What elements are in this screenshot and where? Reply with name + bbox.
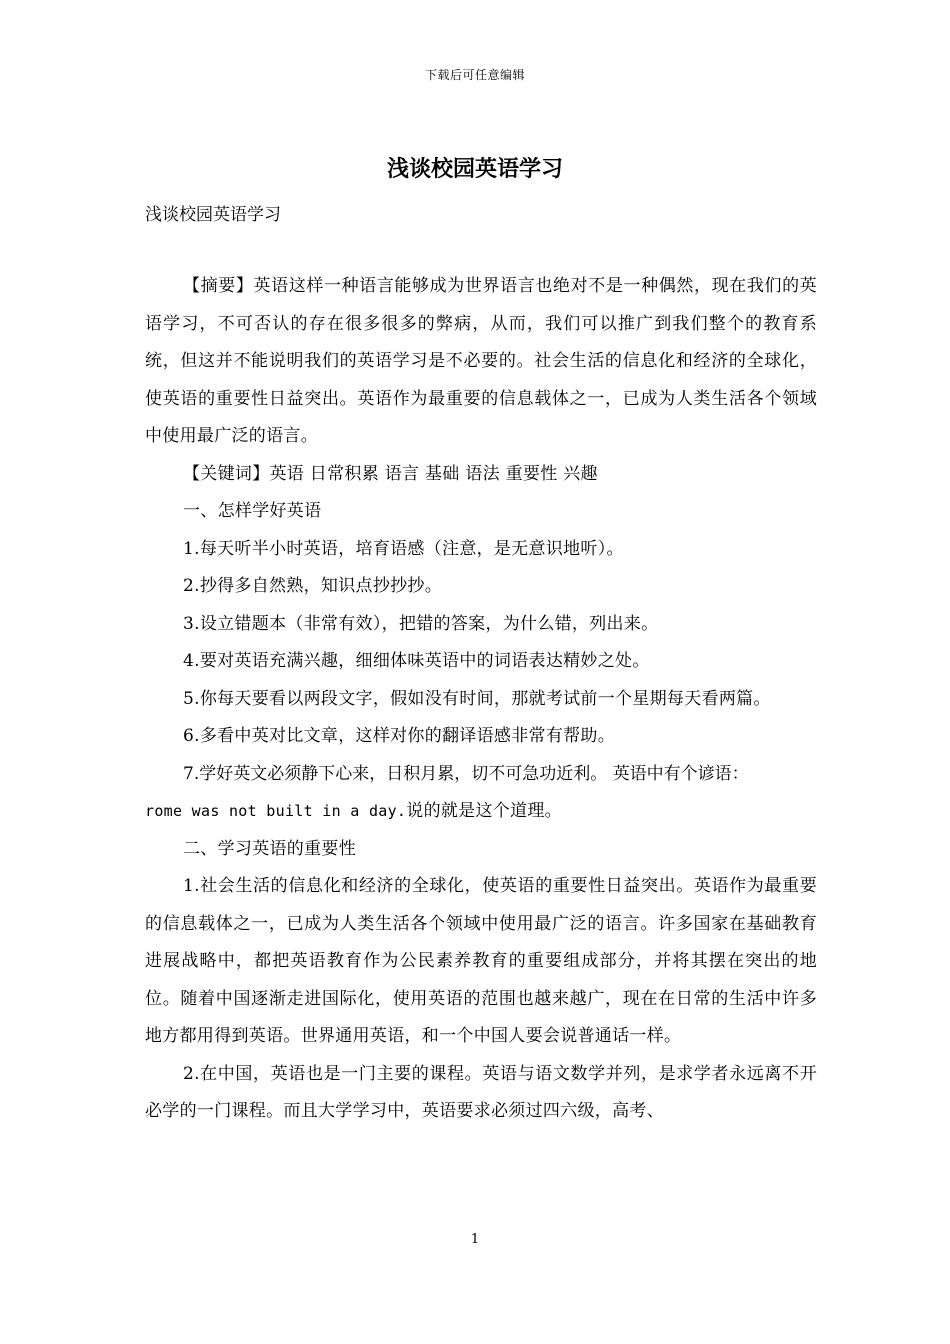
proverb-line — [145, 793, 817, 831]
proverb-chinese: 说的就是这个道理。 — [406, 801, 562, 821]
document-body — [145, 268, 817, 1131]
document-title: 浅谈校园英语学习 — [386, 156, 563, 182]
proverb-english: rome was not built in a day. — [145, 802, 407, 820]
importance-item-1: 1.社会生活的信息化和经济的全球化，使英语的重要性日益突出。英语作为最重要的信息载体之一，已成为人类生活各个领域中使用最广泛的语言。许多国家在基础教育进展战略中，都把英语教育作为公民素养教育的重要组成部分，并将其摆在突出的地位。随着中国逐渐走进国际化，使用英语的范围也越来越广，现在在日常的生活中许多地方都用得到英语。世界通用英语，和一个中国人要会说普通话一样。 — [145, 876, 817, 1046]
document-subtitle: 浅谈校园英语学习 — [145, 205, 281, 225]
tip-item-3: 3.设立错题本（非常有效），把错的答案，为什么错，列出来。 — [183, 613, 659, 634]
tip-item-4: 4.要对英语充满兴趣，细细体味英语中的词语表达精妙之处。 — [183, 651, 650, 671]
tip-item-1: 1.每天听半小时英语，培育语感（注意，是无意识地听）。 — [183, 538, 624, 559]
importance-item-2: 2.在中国，英语也是一门主要的课程。英语与语文数学并列，是求学者永远离不开必学的一门课程。而且大学学习中，英语要求必须过四六级，高考、 — [145, 1063, 817, 1121]
tip-item-2: 2.抄得多自然熟，知识点抄抄抄。 — [183, 576, 443, 596]
tip-item-6: 6.多看中英对比文章，这样对你的翻译语感非常有帮助。 — [183, 726, 616, 746]
section-heading-how-to-learn: 一、怎样学好英语 — [183, 501, 322, 521]
page-number: 1 — [470, 1232, 480, 1247]
section-heading-importance: 二、学习英语的重要性 — [183, 838, 356, 859]
tip-item-7: 7.学好英文必须静下心来，日积月累，切不可急功近利。 英语中有个谚语： — [183, 763, 749, 784]
abstract-paragraph: 【摘要】英语这样一种语言能够成为世界语言也绝对不是一种偶然，现在我们的英语学习，不可否认的存在很多很多的弊病，从而，我们可以推广到我们整个的教育系统，但这并不能说明我们的英语学习是不必要的。社会生活的信息化和经济的全球化，使英语的重要性日益突出。英语作为最重要的信息载体之一，已成为人类生活各个领域中使用最广泛的语言。 — [145, 276, 817, 446]
keywords-paragraph: 【关键词】英语 日常积累 语言 基础 语法 重要性 兴趣 — [183, 463, 598, 484]
tip-item-5: 5.你每天要看以两段文字，假如没有时间，那就考试前一个星期每天看两篇。 — [183, 688, 771, 709]
page-header-note: 下载后可任意编辑 — [424, 68, 525, 82]
